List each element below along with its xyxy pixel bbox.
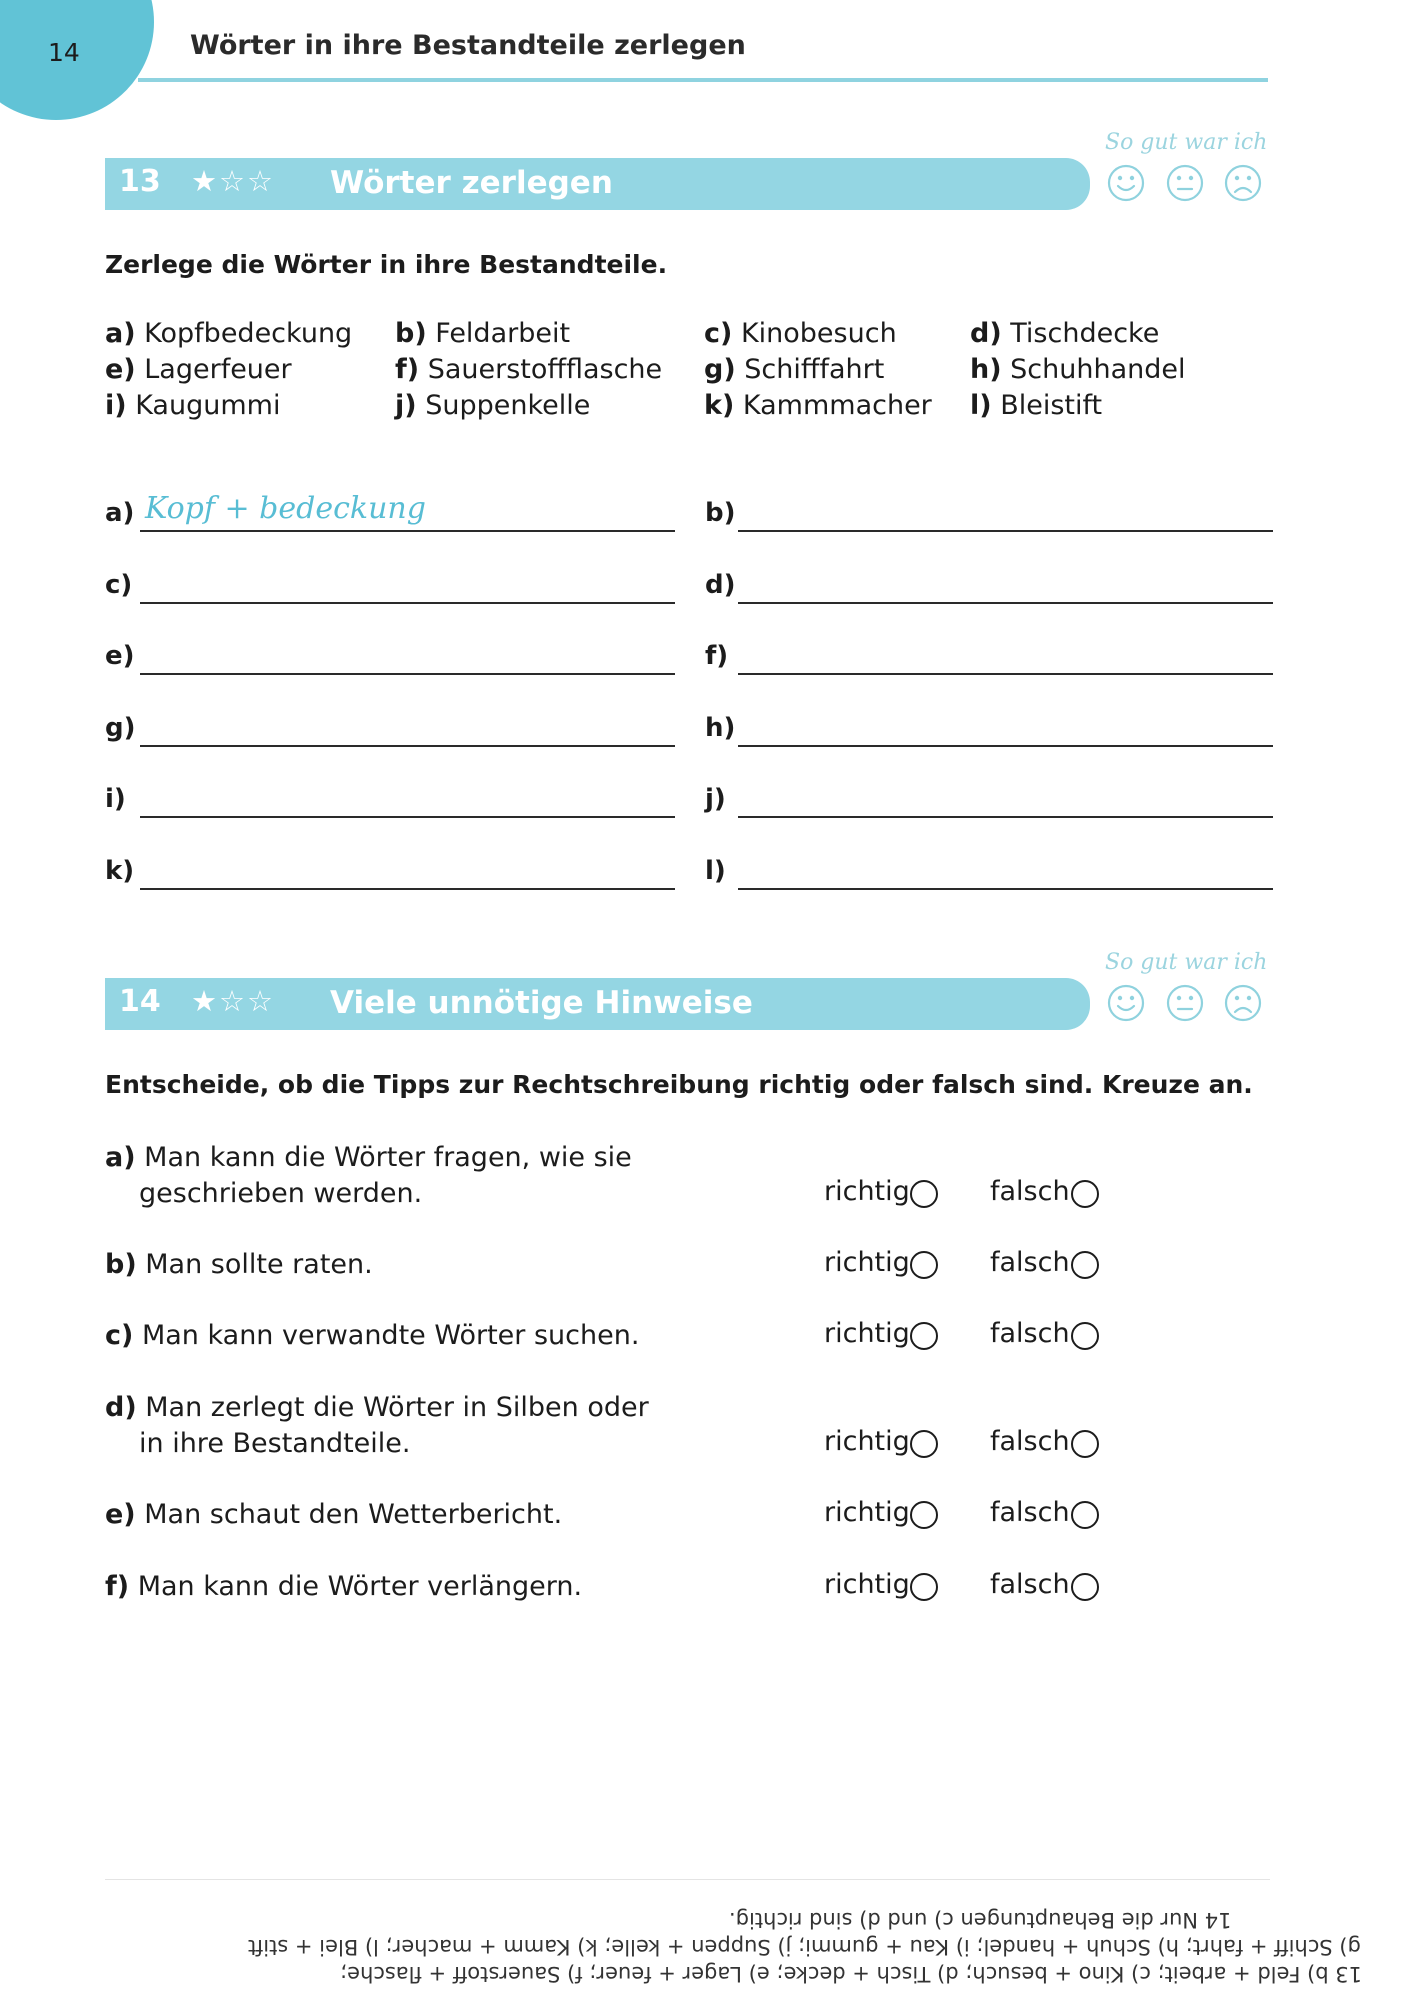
answer-label: g) — [105, 713, 136, 743]
option-richtig-label: richtig — [824, 1176, 910, 1207]
statement-line — [105, 1390, 745, 1426]
word-item — [970, 390, 1102, 421]
happy-face-icon[interactable] — [1107, 164, 1145, 202]
richtig-checkbox[interactable] — [910, 1180, 938, 1208]
answer-line[interactable] — [140, 530, 675, 532]
word-item — [395, 390, 590, 421]
word-text: Sauerstoffflasche — [427, 354, 663, 385]
exercise-number: 14 — [119, 984, 161, 1019]
difficulty-stars: ★☆☆ — [191, 164, 275, 198]
answer-label: h) — [705, 713, 736, 743]
exercise-13-instruction: Zerlege die Wörter in ihre Bestandteile. — [105, 250, 668, 279]
word-item — [704, 354, 884, 385]
answer-label: c) — [105, 570, 133, 600]
statement-text: Man zerlegt die Wörter in Silben oder — [145, 1392, 649, 1423]
answer-line[interactable] — [140, 888, 675, 890]
statement — [105, 1247, 745, 1283]
word-text: Suppenkelle — [425, 390, 591, 421]
word-letter: c) — [704, 318, 733, 349]
answer-line[interactable] — [738, 530, 1273, 532]
option-falsch-label: falsch — [990, 1426, 1070, 1457]
statement-letter: d) — [105, 1392, 137, 1423]
word-text: Bleistift — [1000, 390, 1103, 421]
exercise-13-banner — [105, 158, 1090, 210]
richtig-checkbox[interactable] — [910, 1322, 938, 1350]
falsch-checkbox[interactable] — [1071, 1573, 1099, 1601]
richtig-checkbox[interactable] — [910, 1430, 938, 1458]
footer-rule — [105, 1879, 1270, 1880]
word-item — [970, 354, 1186, 385]
word-text: Schifffahrt — [744, 354, 885, 385]
word-item — [395, 354, 662, 385]
happy-face-icon[interactable] — [1107, 984, 1145, 1022]
answer-line[interactable] — [140, 673, 675, 675]
word-item — [970, 318, 1159, 349]
word-text: Feldarbeit — [435, 318, 571, 349]
answer-line[interactable] — [738, 888, 1273, 890]
solution-line-2: g) Schiff + fahrt; h) Schuh + handel; i) Kau + gummi; j) Suppen + kelle; k) Kamm + macher; l) Blei + stift — [248, 1935, 1361, 1959]
richtig-checkbox[interactable] — [910, 1501, 938, 1529]
richtig-checkbox[interactable] — [910, 1573, 938, 1601]
statement-line — [105, 1497, 745, 1533]
falsch-checkbox[interactable] — [1071, 1430, 1099, 1458]
exercise-14-instruction: Entscheide, ob die Tipps zur Rechtschreibung richtig oder falsch sind. Kreuze an. — [105, 1070, 1253, 1099]
answer-label: f) — [705, 641, 729, 671]
answer-label: b) — [705, 498, 736, 528]
answer-label: j) — [705, 784, 726, 814]
answer-label: d) — [705, 570, 736, 600]
answer-label: a) — [105, 498, 135, 528]
statement — [105, 1569, 745, 1605]
word-item — [105, 354, 292, 385]
word-item — [704, 390, 932, 421]
solution-line-3: 14 Nur die Behauptungen c) und d) sind richtig. — [729, 1908, 1232, 1932]
word-item — [704, 318, 897, 349]
option-falsch-label: falsch — [990, 1497, 1070, 1528]
statement-letter: b) — [105, 1249, 137, 1280]
option-falsch-label: falsch — [990, 1569, 1070, 1600]
word-letter: e) — [105, 354, 136, 385]
answer-label: e) — [105, 641, 135, 671]
example-handwritten-answer: Kopf + bedeckung — [145, 491, 426, 526]
exercise-14-banner — [105, 978, 1090, 1030]
statement — [105, 1318, 745, 1354]
richtig-checkbox[interactable] — [910, 1251, 938, 1279]
answer-line[interactable] — [140, 602, 675, 604]
word-letter: g) — [704, 354, 736, 385]
statement-letter: a) — [105, 1142, 136, 1173]
answer-line[interactable] — [738, 816, 1273, 818]
answer-line[interactable] — [738, 673, 1273, 675]
statement-line — [105, 1140, 745, 1176]
solution-line-1: 13 b) Feld + arbeit; c) Kino + besuch; d) Tisch + decke; e) Lager + feuer; f) Sauerstoff + flasche; — [340, 1962, 1362, 1986]
page-number: 14 — [48, 38, 80, 67]
exercise-number: 13 — [119, 164, 161, 199]
statement-line: geschrieben werden. — [139, 1178, 423, 1209]
statement-line: in ihre Bestandteile. — [139, 1428, 411, 1459]
sad-face-icon[interactable] — [1224, 984, 1262, 1022]
self-assessment-label: So gut war ich — [1105, 130, 1268, 155]
word-text: Lagerfeuer — [144, 354, 292, 385]
statement-line — [105, 1247, 745, 1283]
falsch-checkbox[interactable] — [1071, 1180, 1099, 1208]
word-item — [395, 318, 570, 349]
option-richtig-label: richtig — [824, 1247, 910, 1278]
statement-line — [105, 1318, 745, 1354]
exercise-title: Viele unnötige Hinweise — [330, 985, 753, 1021]
word-letter: d) — [970, 318, 1002, 349]
option-falsch-label: falsch — [990, 1176, 1070, 1207]
word-text: Kinobesuch — [740, 318, 897, 349]
word-item — [105, 390, 280, 421]
word-text: Kammmacher — [742, 390, 932, 421]
statement-letter: c) — [105, 1320, 134, 1351]
option-richtig-label: richtig — [824, 1497, 910, 1528]
statement-letter: e) — [105, 1499, 136, 1530]
answer-line[interactable] — [140, 816, 675, 818]
falsch-checkbox[interactable] — [1071, 1322, 1099, 1350]
word-item — [105, 318, 352, 349]
word-letter: b) — [395, 318, 427, 349]
word-letter: f) — [395, 354, 420, 385]
statement — [105, 1390, 745, 1462]
option-richtig-label: richtig — [824, 1426, 910, 1457]
statement-text: Man sollte raten. — [145, 1249, 373, 1280]
word-letter: l) — [970, 390, 992, 421]
word-letter: a) — [105, 318, 136, 349]
option-falsch-label: falsch — [990, 1318, 1070, 1349]
answer-label: i) — [105, 784, 126, 814]
statement-text: Man kann verwandte Wörter suchen. — [141, 1320, 640, 1351]
statement-text: Man kann die Wörter verlängern. — [137, 1571, 583, 1602]
statement — [105, 1497, 745, 1533]
neutral-face-icon[interactable] — [1166, 984, 1204, 1022]
answer-line[interactable] — [140, 745, 675, 747]
word-text: Schuhhandel — [1010, 354, 1186, 385]
statement-letter: f) — [105, 1571, 130, 1602]
neutral-face-icon[interactable] — [1166, 164, 1204, 202]
answer-label: k) — [105, 856, 135, 886]
word-letter: h) — [970, 354, 1002, 385]
word-letter: i) — [105, 390, 127, 421]
header-rule — [138, 78, 1268, 82]
word-letter: j) — [395, 390, 417, 421]
word-text: Tischdecke — [1010, 318, 1160, 349]
sad-face-icon[interactable] — [1224, 164, 1262, 202]
exercise-title: Wörter zerlegen — [330, 165, 613, 201]
word-letter: k) — [704, 390, 735, 421]
option-falsch-label: falsch — [990, 1247, 1070, 1278]
word-text: Kaugummi — [135, 390, 281, 421]
statement-text: Man kann die Wörter fragen, wie sie — [144, 1142, 632, 1173]
statement-line — [105, 1569, 745, 1605]
statement — [105, 1140, 745, 1212]
self-assessment-label: So gut war ich — [1105, 950, 1268, 975]
statement-text: Man schaut den Wetterbericht. — [144, 1499, 563, 1530]
difficulty-stars: ★☆☆ — [191, 984, 275, 1018]
answer-line[interactable] — [738, 745, 1273, 747]
falsch-checkbox[interactable] — [1071, 1501, 1099, 1529]
answer-label: l) — [705, 856, 726, 886]
answer-line[interactable] — [738, 602, 1273, 604]
running-title: Wörter in ihre Bestandteile zerlegen — [190, 30, 746, 61]
option-richtig-label: richtig — [824, 1569, 910, 1600]
word-text: Kopfbedeckung — [144, 318, 353, 349]
option-richtig-label: richtig — [824, 1318, 910, 1349]
falsch-checkbox[interactable] — [1071, 1251, 1099, 1279]
